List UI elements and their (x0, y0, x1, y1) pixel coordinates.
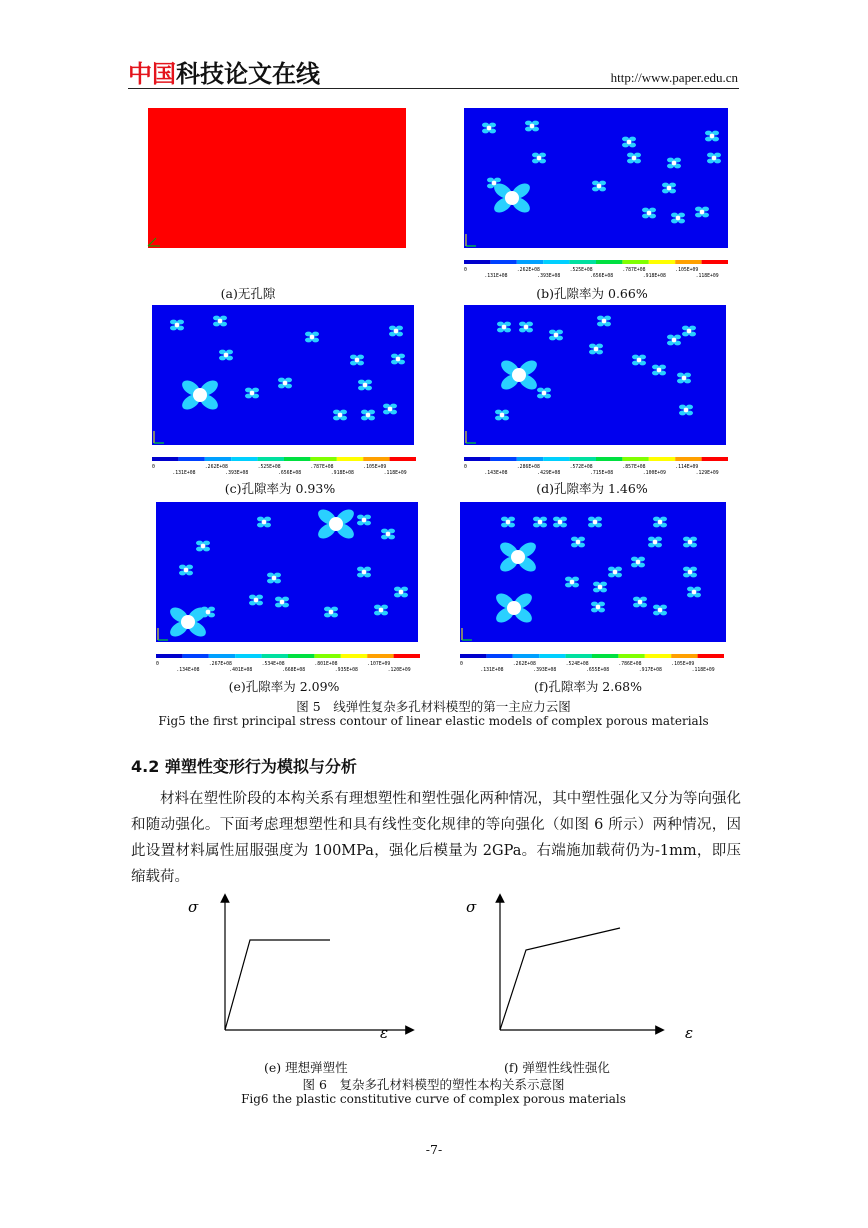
legend-tick-top: .105E+09 (671, 662, 695, 667)
legend-tick-bottom: .393E+08 (225, 471, 249, 475)
legend-swatch (314, 654, 340, 658)
logo-part1: 中国 (128, 60, 176, 88)
legend-tick-top: .787E+08 (622, 268, 646, 273)
legend-tick-top: .572E+08 (569, 465, 593, 470)
legend-tick-bottom: .917E+08 (638, 668, 662, 672)
legend-swatch (341, 654, 367, 658)
legend-swatch (284, 457, 310, 461)
legend-swatch (596, 457, 622, 461)
legend-swatch (205, 457, 231, 461)
legend-swatch (592, 654, 618, 658)
panel-c (150, 303, 445, 475)
legend-tick-bottom: .715E+08 (590, 471, 614, 475)
legend-tick-top: .105E+09 (675, 268, 699, 273)
legend-swatch (570, 260, 596, 264)
legend-tick-bottom: .656E+08 (590, 274, 614, 278)
legend-tick-top: .262E+08 (512, 662, 536, 667)
panel-d (462, 303, 757, 475)
legend-swatch (337, 457, 363, 461)
legend-swatch (539, 654, 565, 658)
legend-tick-bottom: .656E+08 (278, 471, 302, 475)
legend-swatch (649, 260, 675, 264)
legend-tick-top: .857E+08 (622, 465, 646, 470)
page-number: -7- (425, 1142, 443, 1157)
legend-swatch (288, 654, 314, 658)
legend-tick-top: .787E+08 (310, 465, 334, 470)
panel-a-contour (146, 106, 408, 252)
left-x-label: ε (380, 1024, 389, 1042)
legend-swatch (490, 457, 516, 461)
legend-swatch (596, 260, 622, 264)
legend-swatch (622, 260, 648, 264)
legend-tick-bottom: .393E+08 (533, 668, 557, 672)
panel-a (146, 106, 408, 252)
figure5-caption-cn: 图 5 线弹性复杂多孔材料模型的第一主应力云图 (296, 699, 571, 714)
legend-swatch (464, 260, 490, 264)
figure6-right-caption: (f) 弹塑性线性强化 (504, 1060, 610, 1075)
right-y-label: σ (466, 898, 477, 916)
panel-c-contour (150, 303, 445, 475)
logo-part2: 科技论文在线 (176, 60, 320, 88)
legend-tick-bottom: .118E+09 (695, 274, 719, 278)
legend-swatch (649, 457, 675, 461)
legend-swatch (702, 260, 728, 264)
legend-swatch (513, 654, 539, 658)
legend-tick-top: .114E+09 (675, 465, 699, 470)
legend-swatch (645, 654, 671, 658)
legend-tick-bottom: .429E+08 (537, 471, 561, 475)
figure6-caption-en: Fig6 the plastic constitutive curve of complex porous materials (241, 1092, 626, 1106)
site-logo (128, 60, 320, 88)
ideal-plastic-curve (225, 940, 330, 1030)
legend-tick-bottom: .668E+08 (282, 668, 306, 672)
legend-tick-top: .524E+08 (565, 662, 589, 667)
plot-left (188, 898, 410, 1042)
legend-swatch (152, 457, 178, 461)
panel-b-caption: (b)孔隙率为 0.66% (536, 286, 648, 301)
panel-b (462, 106, 757, 278)
legend-swatch (231, 457, 257, 461)
legend-swatch (363, 457, 389, 461)
legend-swatch (543, 260, 569, 264)
legend-swatch (235, 654, 261, 658)
panel-c-caption: (c)孔隙率为 0.93% (224, 481, 336, 496)
panel-f (458, 500, 758, 672)
legend-swatch (394, 654, 420, 658)
legend-tick-bottom: .918E+08 (642, 274, 666, 278)
legend-swatch (178, 457, 204, 461)
legend-swatch (702, 457, 728, 461)
legend-tick-bottom: .935E+08 (334, 668, 358, 672)
legend-tick-bottom: .918E+08 (330, 471, 354, 475)
section-title: 4.2 弹塑性变形行为模拟与分析 (131, 757, 357, 776)
legend-swatch (390, 457, 416, 461)
figure6-left-caption: (e) 理想弹塑性 (264, 1060, 348, 1075)
legend-swatch (517, 260, 543, 264)
legend-tick-bottom: .143E+08 (484, 471, 508, 475)
legend-swatch (517, 457, 543, 461)
legend-tick-bottom: .118E+09 (383, 471, 407, 475)
legend-tick-top: .267E+08 (208, 662, 232, 667)
legend-tick-bottom: .131E+08 (484, 274, 508, 278)
legend-swatch (675, 260, 701, 264)
legend-swatch (675, 457, 701, 461)
right-x-label: ε (685, 1024, 694, 1042)
legend-tick-top: .286E+08 (516, 465, 540, 470)
legend-tick-top: .262E+08 (204, 465, 228, 470)
panel-e-contour (154, 500, 449, 672)
legend-tick-top: 0 (464, 465, 467, 470)
legend-swatch (570, 457, 596, 461)
panel-a-caption: (a)无孔隙 (220, 286, 276, 301)
panel-f-caption: (f)孔隙率为 2.68% (533, 679, 643, 694)
legend-tick-top: .262E+08 (516, 268, 540, 273)
legend-tick-bottom: .401E+08 (229, 668, 253, 672)
legend-swatch (258, 457, 284, 461)
legend-tick-bottom: .100E+09 (642, 471, 666, 475)
legend-tick-top: .525E+08 (569, 268, 593, 273)
panel-d-caption: (d)孔隙率为 1.46% (536, 481, 648, 496)
legend-tick-top: .105E+09 (363, 465, 387, 470)
legend-swatch (566, 654, 592, 658)
header-url[interactable]: http://www.paper.edu.cn (610, 70, 738, 85)
legend-swatch (182, 654, 208, 658)
figure6-caption-cn: 图 6 复杂多孔材料模型的塑性本构关系示意图 (302, 1077, 565, 1092)
legend-tick-top: 0 (152, 465, 155, 470)
legend-swatch (490, 260, 516, 264)
legend-swatch (262, 654, 288, 658)
legend-tick-bottom: .655E+08 (586, 668, 610, 672)
legend-swatch (622, 457, 648, 461)
panel-d-contour (462, 303, 757, 475)
legend-swatch (486, 654, 512, 658)
legend-tick-top: 0 (156, 662, 159, 667)
figure6-plots (180, 890, 720, 1055)
legend-tick-bottom: .134E+08 (176, 668, 200, 672)
legend-tick-top: 0 (460, 662, 463, 667)
panel-e-caption: (e)孔隙率为 2.09% (228, 679, 340, 694)
legend-swatch (310, 457, 336, 461)
panel-b-contour (462, 106, 757, 278)
legend-tick-top: .801E+08 (314, 662, 338, 667)
legend-tick-top: .786E+08 (618, 662, 642, 667)
legend-tick-top: .534E+08 (261, 662, 285, 667)
legend-tick-bottom: .118E+09 (691, 668, 715, 672)
legend-swatch (156, 654, 182, 658)
plot-right (466, 898, 693, 1042)
legend-swatch (671, 654, 697, 658)
legend-tick-top: .107E+09 (367, 662, 391, 667)
legend-tick-bottom: .131E+08 (480, 668, 504, 672)
figure5-caption-en: Fig5 the first principal stress contour of linear elastic models of complex porous materials (158, 714, 709, 728)
legend-swatch (209, 654, 235, 658)
panel-f-contour (458, 500, 758, 672)
legend-tick-top: 0 (464, 268, 467, 273)
legend-swatch (698, 654, 724, 658)
legend-swatch (543, 457, 569, 461)
legend-swatch (460, 654, 486, 658)
legend-tick-top: .525E+08 (257, 465, 281, 470)
legend-tick-bottom: .131E+08 (172, 471, 196, 475)
legend-swatch (464, 457, 490, 461)
section-paragraph: 材料在塑性阶段的本构关系有理想塑性和塑性强化两种情况，其中塑性强化又分为等向强化和随动强化。下面考虑理想塑性和具有线性变化规律的等向强化（如图 6 所示）两种情况，因此设置材料属性屈服强度为 100MPa，强化后模量为 2GPa。右端施加载荷仍为-1mm，即压缩载荷。 (131, 791, 741, 885)
legend-swatch (618, 654, 644, 658)
header-rule (128, 88, 739, 89)
left-y-label: σ (188, 898, 199, 916)
legend-swatch (367, 654, 393, 658)
linear-hardening-curve (500, 928, 620, 1030)
panel-e (154, 500, 449, 672)
legend-tick-bottom: .393E+08 (537, 274, 561, 278)
legend-tick-bottom: .129E+09 (695, 471, 719, 475)
legend-tick-bottom: .120E+09 (387, 668, 411, 672)
